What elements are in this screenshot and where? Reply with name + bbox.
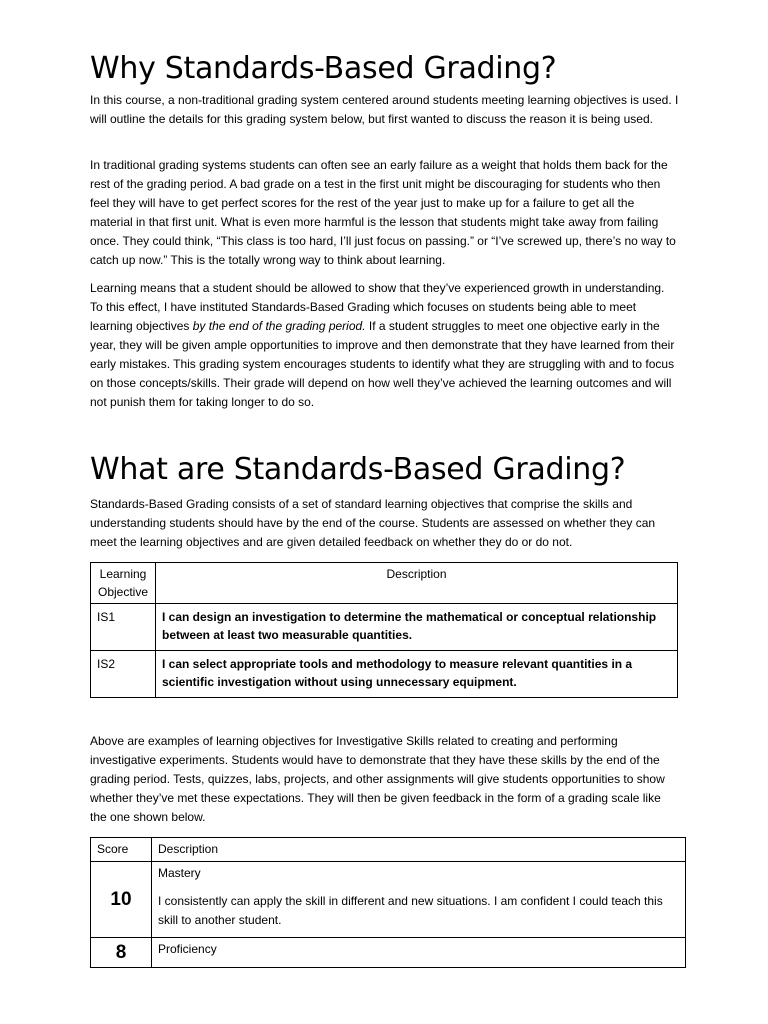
table-row: [91, 862, 686, 938]
score-description: [152, 862, 686, 938]
objectives-table: [90, 562, 678, 698]
score-description: [152, 938, 686, 968]
objective-header-line1: Learning: [99, 567, 147, 581]
objective-code: IS1: [91, 604, 156, 651]
table-row: [91, 604, 678, 651]
section-heading-what: What are Standards-Based Grading?: [90, 452, 626, 487]
objective-column-header: [91, 563, 156, 604]
scale-description-column-header: Description: [152, 838, 686, 862]
objective-description: I can select appropriate tools and methodology to measure relevant quantities in a scientific investigation without using unnecessary equipment.: [156, 651, 678, 698]
section-heading-why: Why Standards-Based Grading?: [90, 51, 557, 86]
score-level-title: Mastery: [158, 866, 201, 880]
score-value: 8: [91, 938, 152, 968]
learning-paragraph-text-1: Learning means that a student should be allowed to show that they’ve experienced growth in understanding. To this effect, I have instituted Standards-Based Grading which focuses on students being able to meet learning objectives: [90, 281, 665, 333]
table-row: [91, 938, 686, 968]
sbg-definition-paragraph: Standards-Based Grading consists of a set of standard learning objectives that comprise the skills and understanding students should have by the end of the course. Students are assessed on whether they can meet the learning objectives and are given detailed feedback on whether they do or do not.: [90, 497, 656, 549]
description-column-header: Description: [156, 563, 678, 604]
grading-scale-table: [90, 837, 686, 968]
learning-paragraph: [90, 279, 680, 412]
objectives-table-header: [91, 563, 678, 604]
objective-header-line2: Objective: [97, 585, 149, 599]
learning-paragraph-emphasis: by the end of the grading period.: [192, 319, 366, 333]
score-value: 10: [91, 862, 152, 938]
learning-paragraph-text-2: If a student struggles to meet one objective early in the year, they will be given ample opportunities to improve and then demonstrate that they have learned from their early mistakes. This grading system encourages students to identify what they are struggling with and to focus on those concepts/skills. Their grade will depend on how well they’ve achieved the learning outcomes and will not punish them for taking longer to do so.: [90, 319, 675, 409]
traditional-grading-paragraph: In traditional grading systems students can often see an early failure as a weight that holds them back for the rest of the grading period. A bad grade on a test in the first unit might be discouraging for students who then feel they will have to get perfect scores for the rest of the year just to make up for a failure to get all the material in that first unit. What is even more harmful is the lesson that students might take away from failing once. They could think, “This class is too hard, I’ll just focus on passing.” or “I’ve screwed up, there’s no way to catch up now.” This is the totally wrong way to think about learning.: [90, 158, 676, 267]
examples-paragraph: Above are examples of learning objectives for Investigative Skills related to creating and performing investigative experiments. Students would have to demonstrate that they have these skills by the end of the grading period. Tests, quizzes, labs, projects, and other assignments will give students opportunities to show whether they’ve met these expectations. They will then be given feedback in the form of a grading scale like the one shown below.: [90, 734, 665, 824]
objective-code: IS2: [91, 651, 156, 698]
intro-paragraph: In this course, a non-traditional grading system centered around students meeting learning objectives is used. I will outline the details for this grading system below, but first wanted to discuss the reason it is being used.: [90, 93, 679, 126]
grading-scale-header: [91, 838, 686, 862]
objective-description: I can design an investigation to determine the mathematical or conceptual relationship between at least two measurable quantities.: [156, 604, 678, 651]
score-level-title: Proficiency: [158, 942, 217, 956]
table-row: [91, 651, 678, 698]
score-level-description: I consistently can apply the skill in different and new situations. I am confident I could teach this skill to another student.: [158, 894, 663, 927]
score-column-header: Score: [91, 838, 152, 862]
